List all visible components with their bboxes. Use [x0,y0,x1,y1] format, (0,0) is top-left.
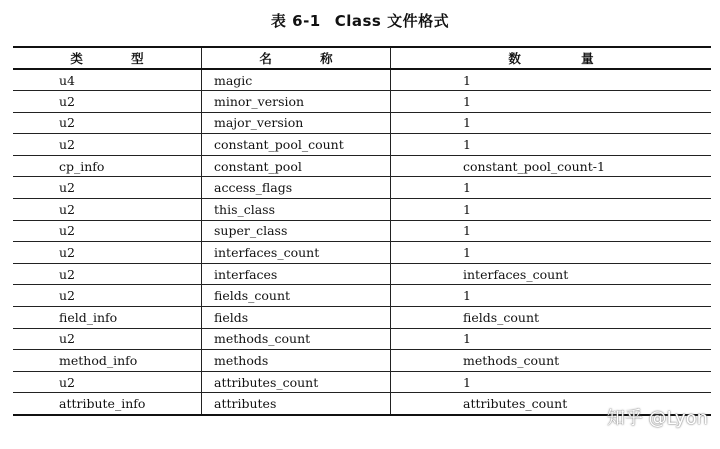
cell-name: interfaces [202,263,391,285]
cell-type: u2 [13,285,202,307]
cell-count: fields_count [391,307,712,329]
cell-count: 1 [391,220,712,242]
cell-type: u2 [13,91,202,113]
cell-name: interfaces_count [202,242,391,264]
table-title: Class 文件格式 [334,12,450,30]
table-row [13,285,711,307]
cell-count: attributes_count [391,393,712,415]
cell-type: cp_info [13,155,202,177]
table-row [13,263,711,285]
cell-count: 1 [391,112,712,134]
table-row [13,220,711,242]
cell-name: methods_count [202,328,391,350]
table-row [13,307,711,329]
table-row [13,91,711,113]
table-caption [0,10,720,31]
cell-count: 1 [391,328,712,350]
table-row [13,242,711,264]
table-row [13,328,711,350]
cell-type: u2 [13,371,202,393]
cell-count: 1 [391,371,712,393]
cell-count: 1 [391,242,712,264]
cell-type: u2 [13,220,202,242]
cell-type: u4 [13,69,202,91]
header-type: 类 型 [13,47,202,69]
cell-type: u2 [13,199,202,221]
cell-count: constant_pool_count-1 [391,155,712,177]
cell-name: fields_count [202,285,391,307]
table-row [13,177,711,199]
zhihu-watermark: 知乎 @Lyon [606,408,708,429]
cell-count: 1 [391,285,712,307]
cell-name: access_flags [202,177,391,199]
table-row [13,155,711,177]
cell-type: attribute_info [13,393,202,415]
table-number: 表 6-1 [270,12,321,30]
cell-count: 1 [391,69,712,91]
cell-name: attributes_count [202,371,391,393]
cell-name: constant_pool_count [202,134,391,156]
cell-count: 1 [391,91,712,113]
cell-name: fields [202,307,391,329]
cell-type: u2 [13,328,202,350]
cell-type: field_info [13,307,202,329]
cell-name: magic [202,69,391,91]
cell-name: major_version [202,112,391,134]
table-row [13,199,711,221]
cell-name: attributes [202,393,391,415]
cell-type: u2 [13,112,202,134]
table-header-row [13,47,711,69]
cell-type: u2 [13,242,202,264]
table-row [13,350,711,372]
cell-type: u2 [13,134,202,156]
cell-name: this_class [202,199,391,221]
cell-type: u2 [13,263,202,285]
cell-count: interfaces_count [391,263,712,285]
cell-name: minor_version [202,91,391,113]
table-row [13,69,711,91]
cell-type: u2 [13,177,202,199]
cell-count: 1 [391,177,712,199]
cell-count: 1 [391,199,712,221]
table-row [13,112,711,134]
cell-name: constant_pool [202,155,391,177]
cell-name: super_class [202,220,391,242]
cell-name: methods [202,350,391,372]
header-name: 名 称 [202,47,391,69]
cell-type: method_info [13,350,202,372]
header-count: 数 量 [391,47,712,69]
table-row [13,134,711,156]
cell-count: 1 [391,134,712,156]
class-file-format-table [13,46,711,416]
cell-count: methods_count [391,350,712,372]
table-row [13,371,711,393]
